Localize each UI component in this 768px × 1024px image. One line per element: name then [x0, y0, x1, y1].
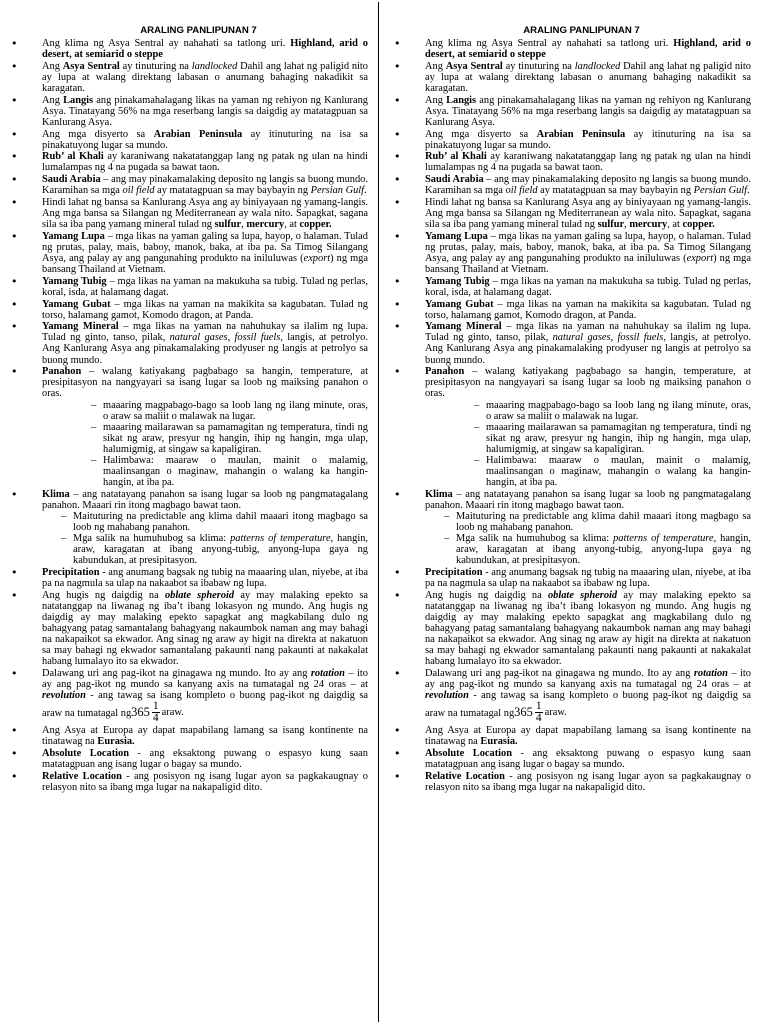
emphasis-text: oblate spheroid: [547, 589, 618, 601]
text-run: ang pinakamahalagang likas na yaman ng rehiyon ng Kanlurang Asya. Tinatayang 56% na mga reserbang langis sa daigdig ay matatagpuan sa Kanlurang Asya.: [425, 94, 751, 128]
sub-list: [425, 511, 751, 566]
note-item: [11, 771, 368, 793]
emphasis-text: Langis: [446, 94, 477, 106]
text-run: ang pinakamahalagang likas na yaman ng rehiyon ng Kanlurang Asya. Tinatayang 56% na mga reserbang langis sa daigdig ay matatagpuan sa Kanlurang Asya.: [42, 94, 368, 128]
sub-note-item: [91, 455, 368, 488]
fraction-expression: [514, 701, 567, 724]
sub-note-item: [474, 455, 751, 488]
note-item: [11, 489, 368, 567]
emphasis-text: oblate spheroid: [164, 589, 235, 601]
notes-list: [394, 38, 751, 793]
sub-note-item: [61, 511, 368, 533]
note-item: [11, 725, 368, 747]
text-run: ay may malaking epekto sa natatanggap na liwanag ng iba’t ibang lokasyon ng mundo. Ang hugis ng daigdig ay may malaking epekto sapagkat ang magkabilang dulo ng bahagyang patag samantalang bahagyang nakaumbok naman ang may bahagi na nakapaikot sa ekwador. Ang sinag ng araw ay higit na direkta at nakatuon sa may bahagi ng ekwador samantalang pakaunti nang pakaunti at nakakalat habang lumalayo ito sa ekwador.: [425, 589, 751, 668]
emphasis-text: copper.: [299, 219, 332, 231]
text-run: Maituturing na predictable ang klima dahil maaari itong magbago sa loob ng mahabang panahon.: [456, 511, 751, 534]
fraction: [152, 701, 160, 724]
note-item: [11, 174, 368, 196]
text-run: Ang: [425, 94, 447, 106]
text-run: ay may malaking epekto sa natatanggap na liwanag ng iba’t ibang lokasyon ng mundo. Ang hugis ng daigdig ay may malaking epekto sapagkat ang magkabilang dulo ng bahagyang patag samantalang bahagyang nakaumbok naman ang may bahagi na nakapaikot sa ekwador. Ang sinag ng araw ay higit na direkta at nakatuon sa may bahagi ng ekwador samantalang pakaunti nang pakaunti at nakakalat habang lumalayo ito sa ekwador.: [42, 589, 368, 668]
emphasis-text: Panahon: [42, 366, 82, 378]
right-column: [394, 0, 751, 793]
text-run: – ang may pinakamalaking deposito ng langis sa buong mundo. Karamihan sa mga: [425, 174, 751, 197]
note-item: [394, 231, 751, 275]
notes-list: [11, 38, 368, 793]
text-run: Maituturing na predictable ang klima dahil maaari itong magbago sa loob ng mahabang panahon.: [73, 511, 368, 534]
emphasis-text: export: [303, 252, 331, 264]
text-run: Ang mga disyerto sa: [42, 128, 154, 140]
text-run: ay matatagpuan sa may baybayin ng: [537, 185, 694, 197]
sub-note-item: [474, 400, 751, 422]
text-run: , at: [667, 219, 683, 231]
emphasis-text: revolution: [425, 690, 469, 702]
sub-note-item: [444, 511, 751, 533]
text-run: , hangin, araw, karagatan at ibang anyong-tubig, anyong-lupa gaya ng kabundukan, at presipitasyon.: [456, 533, 751, 567]
text-run: Ang Asya at Europa ay dapat mapabilang lamang sa isang kontinente na tinatawag na: [425, 725, 751, 748]
emphasis-text: rotation: [310, 668, 345, 680]
text-run: – mga likas na yaman na makikita sa kagubatan. Tulad ng torso, halamang gamot, Komodo dragon, at Panda.: [425, 298, 751, 321]
emphasis-text: natural gases: [169, 332, 228, 344]
text-run: Ang: [42, 60, 63, 72]
text-run: Halimbawa: maaraw o maulan, mainit o malamig, maalinsangan o maginaw, mahangin o walang ka hangin-hangin, at iba pa.: [486, 455, 751, 489]
note-item: [394, 590, 751, 668]
emphasis-text: Yamang Gubat: [425, 298, 494, 310]
emphasis-text: Eurasia.: [97, 736, 135, 748]
emphasis-text: landlocked: [191, 60, 238, 72]
note-item: [394, 489, 751, 567]
text-run: ,: [227, 332, 235, 344]
note-item: [394, 276, 751, 298]
column-divider: [378, 2, 379, 1022]
text-run: Hindi lahat ng bansa sa Kanlurang Asya ang ay biniyayaan ng yamang-langis. Ang mga bansa sa Silangan ng Mediterranean ay wala nito. Sapagkat, sagana sila sa iba pang yamang mineral tulad ng: [425, 196, 751, 231]
text-run: Ang: [425, 60, 446, 72]
fraction-unit: araw.: [161, 707, 184, 719]
text-run: maaaring magpabago-bago sa loob lang ng ilang minute, oras, o araw sa maliit o malawak na lugar.: [103, 399, 368, 422]
note-item: [11, 95, 368, 128]
fraction-denominator: 4: [152, 712, 159, 725]
left-column: [11, 0, 368, 793]
emphasis-text: Langis: [63, 94, 94, 106]
text-run: Ang hugis ng daigdig na: [425, 589, 548, 601]
emphasis-text: Rub’ al Khali: [425, 151, 487, 163]
emphasis-text: sulfur: [214, 219, 242, 231]
sub-list: [42, 511, 368, 566]
emphasis-text: sulfur: [597, 219, 625, 231]
text-run: - ang posisyon ng isang lugar ayon sa pagkakaugnay o relasyon nito sa ibang mga lugar na nakapaligid dito.: [42, 770, 368, 793]
note-item: [394, 567, 751, 589]
fraction: [535, 701, 543, 724]
text-run: ay itinuturing na isa sa pinakatuyong lugar sa mundo.: [425, 128, 751, 151]
text-run: Mga salik na humuhubog sa klima:: [456, 533, 614, 545]
note-item: [394, 151, 751, 173]
note-item: [394, 299, 751, 321]
emphasis-text: fossil fuels: [617, 332, 664, 344]
text-run: – walang katiyakang pagbabago sa hangin, temperature, at presipitasyon na nangyayari sa isang lugar sa loob ng maiksing panahon o oras.: [42, 366, 368, 400]
emphasis-text: Saudi Arabia: [425, 174, 484, 186]
page-title: ARALING PANLIPUNAN 7: [523, 25, 640, 36]
text-run: – ang natatayang panahon sa isang lugar sa loob ng pangmatagalang panahon. Maaari rin itong magbago bawat taon.: [425, 488, 751, 511]
text-run: Dahil ang lahat ng paligid nito ay lupa at walang direktang labasan o anumang bahaging nakadikit sa karagatan.: [42, 60, 369, 94]
emphasis-text: Yamang Tubig: [42, 275, 107, 287]
emphasis-text: mercury: [629, 219, 668, 231]
emphasis-text: Persian Gulf: [693, 185, 748, 197]
emphasis-text: fossil fuels: [234, 332, 281, 344]
note-item: [11, 61, 368, 94]
note-item: [11, 151, 368, 173]
emphasis-text: export: [686, 252, 714, 264]
text-run: ay karaniwang nakatatanggap lang ng patak ng ulan na hindi lumalampas ng 4 na pugada sa bawat taon.: [42, 151, 369, 174]
note-item: [11, 276, 368, 298]
text-run: Ang hugis ng daigdig na: [42, 589, 165, 601]
text-run: ay tinuturing na: [502, 60, 575, 72]
text-run: ay matatagpuan sa may baybayin ng: [154, 185, 311, 197]
text-run: .: [747, 185, 750, 197]
note-item: [394, 129, 751, 151]
emphasis-text: Rub’ al Khali: [42, 151, 104, 163]
fraction-numerator: 1: [152, 700, 159, 713]
note-item: [11, 668, 368, 724]
emphasis-text: Yamang Mineral: [425, 321, 502, 333]
emphasis-text: Yamang Lupa: [425, 230, 488, 242]
sub-note-item: [444, 533, 751, 566]
text-run: - ang posisyon ng isang lugar ayon sa pagkakaugnay o relasyon nito sa ibang mga lugar na nakapaligid dito.: [425, 770, 751, 793]
text-run: - ang anumang bagsak ng tubig na maaaring ulan, niyebe, at iba pa na nagmula sa ulap na nakaabot sa ibabaw ng lupa.: [425, 567, 751, 590]
emphasis-text: natural gases: [552, 332, 611, 344]
text-run: Ang klima ng Asya Sentral ay nahahati sa tatlong uri.: [42, 38, 291, 49]
fraction-denominator: 4: [535, 712, 542, 725]
text-run: ay itinuturing na isa sa pinakatuyong lugar sa mundo.: [42, 128, 368, 151]
sub-note-item: [61, 533, 368, 566]
note-item: [394, 321, 751, 365]
sub-list: [425, 400, 751, 489]
note-item: [394, 61, 751, 94]
note-item: [394, 38, 751, 60]
text-run: – ito ay ang pag-ikot ng mundo sa kanyang axis na tumatagal ng 24 oras – at: [425, 668, 751, 691]
text-run: – ito ay ang pag-ikot ng mundo sa kanyang axis na tumatagal ng 24 oras – at: [42, 668, 368, 691]
emphasis-text: Yamang Gubat: [42, 298, 111, 310]
text-run: – ang may pinakamalaking deposito ng langis sa buong mundo. Karamihan sa mga: [42, 174, 368, 197]
note-item: [11, 567, 368, 589]
page-title: ARALING PANLIPUNAN 7: [140, 25, 257, 36]
text-run: maaaring mailarawan sa pamamagitan ng temperatura, tindi ng sikat ng araw, presyur ng hangin, ihip ng hangin, mga ulap, halumigmig, at singaw sa kapaligiran.: [486, 421, 751, 455]
text-run: .: [364, 185, 367, 197]
text-run: , hangin, araw, karagatan at ibang anyong-tubig, anyong-lupa gaya ng kabundukan, at presipitasyon.: [73, 533, 368, 567]
fraction-numerator: 1: [535, 700, 542, 713]
emphasis-text: Persian Gulf: [310, 185, 365, 197]
emphasis-text: copper.: [682, 219, 715, 231]
emphasis-text: Relative Location: [42, 770, 122, 782]
note-item: [394, 771, 751, 793]
emphasis-text: rotation: [693, 668, 728, 680]
emphasis-text: Yamang Tubig: [425, 275, 490, 287]
note-item: [11, 197, 368, 230]
text-run: – mga likas na yaman na makukuha sa tubig. Tulad ng perlas, koral, isda, at halamang dagat.: [42, 275, 368, 298]
note-item: [11, 748, 368, 770]
sub-note-item: [91, 422, 368, 455]
text-run: , langis, at petrolyo. Ang Kanlurang Asya ang pinakamalaking prodyuser ng langis at petrolyo sa buong mundo.: [425, 332, 751, 366]
text-run: – walang katiyakang pagbabago sa hangin, temperature, at presipitasyon na nangyayari sa isang lugar sa loob ng maiksing panahon o oras.: [425, 366, 751, 400]
emphasis-text: Arabian Peninsula: [536, 128, 626, 140]
sub-note-item: [91, 400, 368, 422]
text-run: - ang eksaktong puwang o espasyo kung saan matatagpuan ang isang lugar o bagay sa mundo.: [425, 747, 751, 770]
fraction-unit: araw.: [544, 707, 567, 719]
text-run: - ang tawag sa isang kompleto o buong pag-ikot ng daigdig sa araw na tumatagal ng: [42, 690, 368, 720]
text-run: Dalawang uri ang pag-ikot na ginagawa ng mundo. Ito ay ang: [425, 668, 694, 680]
text-run: Dalawang uri ang pag-ikot na ginagawa ng mundo. Ito ay ang: [42, 668, 311, 680]
emphasis-text: mercury: [246, 219, 285, 231]
note-item: [11, 366, 368, 488]
text-run: Ang mga disyerto sa: [425, 128, 537, 140]
text-run: – mga likas na yaman na nahuhukay sa ilalim ng lupa. Tulad ng ginto, tanso, pilak,: [42, 321, 369, 344]
emphasis-text: Highland, arid o desert, at semiarid o steppe: [42, 38, 369, 61]
text-run: – mga likas na yaman na nahuhukay sa ilalim ng lupa. Tulad ng ginto, tanso, pilak,: [425, 321, 752, 344]
note-item: [11, 129, 368, 151]
text-run: – mga likas na yaman galing sa lupa, hayop, o halaman. Tulad ng prutas, palay, mais, baboy, manok, baka, at iba pa. Sa Timog Silangang Asya, ang palay ay ang pangunahing produkto na iniluluwas (: [42, 230, 368, 264]
text-run: Dahil ang lahat ng paligid nito ay lupa at walang direktang labasan o anumang bahaging nakadikit sa karagatan.: [425, 60, 752, 94]
emphasis-text: Asya Sentral: [62, 60, 120, 72]
emphasis-text: Klima: [425, 488, 453, 500]
text-run: – mga likas na yaman na makikita sa kagubatan. Tulad ng torso, halamang gamot, Komodo dragon, at Panda.: [42, 298, 368, 321]
emphasis-text: Klima: [42, 488, 70, 500]
emphasis-text: Eurasia.: [480, 736, 518, 748]
text-run: - ang eksaktong puwang o espasyo kung saan matatagpuan ang isang lugar o bagay sa mundo.: [42, 747, 368, 770]
emphasis-text: Arabian Peninsula: [153, 128, 243, 140]
sub-note-item: [474, 422, 751, 455]
emphasis-text: Precipitation: [425, 567, 483, 579]
text-run: - ang tawag sa isang kompleto o buong pag-ikot ng daigdig sa araw na tumatagal ng: [425, 690, 751, 720]
text-run: Halimbawa: maaraw o maulan, mainit o malamig, maalinsangan o maginaw, mahangin o walang ka hangin-hangin, at iba pa.: [103, 455, 368, 489]
text-run: , langis, at petrolyo. Ang Kanlurang Asya ang pinakamalaking prodyuser ng langis at petrolyo sa buong mundo.: [42, 332, 368, 366]
note-item: [394, 95, 751, 128]
text-run: – mga likas na yaman na makukuha sa tubig. Tulad ng perlas, koral, isda, at halamang dagat.: [425, 275, 751, 298]
emphasis-text: oil field: [122, 185, 155, 197]
fraction-whole: 365: [514, 705, 533, 720]
sub-list: [42, 400, 368, 489]
emphasis-text: patterns of temperature: [613, 533, 714, 545]
emphasis-text: Absolute Location: [42, 747, 130, 759]
note-item: [394, 366, 751, 488]
note-item: [394, 748, 751, 770]
fraction-whole: 365: [131, 705, 150, 720]
emphasis-text: Absolute Location: [425, 747, 513, 759]
emphasis-text: Asya Sentral: [445, 60, 503, 72]
text-run: ay tinuturing na: [119, 60, 192, 72]
note-item: [11, 231, 368, 275]
text-run: maaaring magpabago-bago sa loob lang ng ilang minute, oras, o araw sa maliit o malawak na lugar.: [486, 399, 751, 422]
text-run: – mga likas na yaman galing sa lupa, hayop, o halaman. Tulad ng prutas, palay, mais, baboy, manok, baka, at iba pa. Sa Timog Silangang Asya, ang palay ay ang pangunahing produkto na iniluluwas (: [425, 230, 751, 264]
note-item: [394, 725, 751, 747]
note-item: [11, 299, 368, 321]
text-run: ay karaniwang nakatatanggap lang ng patak ng ulan na hindi lumalampas ng 4 na pugada sa bawat taon.: [425, 151, 752, 174]
emphasis-text: Yamang Mineral: [42, 321, 119, 333]
text-run: Ang: [42, 94, 64, 106]
text-run: Mga salik na humuhubog sa klima:: [73, 533, 231, 545]
emphasis-text: oil field: [505, 185, 538, 197]
emphasis-text: revolution: [42, 690, 86, 702]
note-item: [394, 197, 751, 230]
note-item: [11, 38, 368, 60]
note-item: [11, 590, 368, 668]
emphasis-text: Yamang Lupa: [42, 230, 105, 242]
text-run: Ang Asya at Europa ay dapat mapabilang lamang sa isang kontinente na tinatawag na: [42, 725, 368, 748]
text-run: - ang anumang bagsak ng tubig na maaaring ulan, niyebe, at iba pa na nagmula sa ulap na nakaabot sa ibabaw ng lupa.: [42, 567, 368, 590]
text-run: , at: [284, 219, 300, 231]
text-run: ,: [624, 219, 630, 231]
text-run: ) ng mga bansang Thailand at Vietnam.: [425, 252, 751, 276]
note-item: [394, 668, 751, 724]
emphasis-text: Saudi Arabia: [42, 174, 101, 186]
emphasis-text: landlocked: [574, 60, 621, 72]
text-run: ,: [241, 219, 247, 231]
note-item: [11, 321, 368, 365]
text-run: Hindi lahat ng bansa sa Kanlurang Asya ang ay biniyayaan ng yamang-langis. Ang mga bansa sa Silangan ng Mediterranean ay wala nito. Sapagkat, sagana sila sa iba pang yamang mineral tulad ng: [42, 196, 368, 231]
emphasis-text: Precipitation: [42, 567, 100, 579]
text-run: ) ng mga bansang Thailand at Vietnam.: [42, 252, 368, 276]
note-item: [394, 174, 751, 196]
text-run: maaaring mailarawan sa pamamagitan ng temperatura, tindi ng sikat ng araw, presyur ng hangin, ihip ng hangin, mga ulap, halumigmig, at singaw sa kapaligiran.: [103, 421, 368, 455]
emphasis-text: Relative Location: [425, 770, 505, 782]
emphasis-text: Panahon: [425, 366, 465, 378]
text-run: Ang klima ng Asya Sentral ay nahahati sa tatlong uri.: [425, 38, 674, 49]
text-run: ,: [610, 332, 618, 344]
emphasis-text: patterns of temperature: [230, 533, 331, 545]
emphasis-text: Highland, arid o desert, at semiarid o steppe: [425, 38, 752, 61]
fraction-expression: [131, 701, 184, 724]
text-run: – ang natatayang panahon sa isang lugar sa loob ng pangmatagalang panahon. Maaari rin itong magbago bawat taon.: [42, 488, 368, 511]
